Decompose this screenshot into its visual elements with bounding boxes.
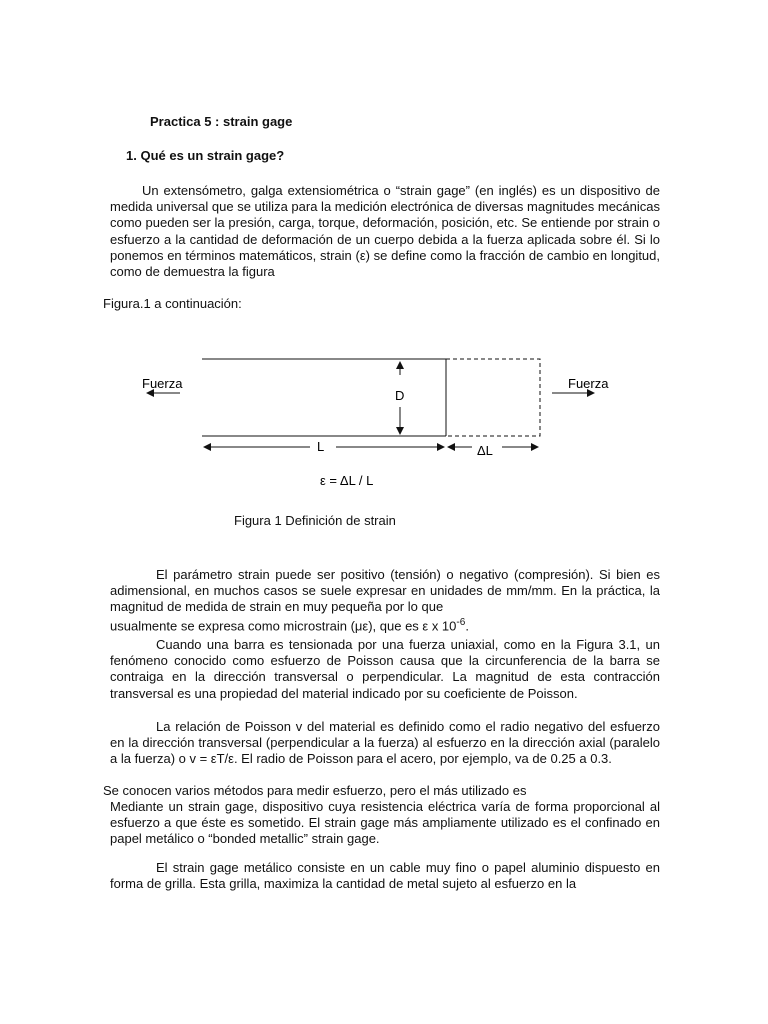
strain-sign-paragraph — [110, 567, 660, 616]
strain-formula: ε = ΔL / L — [320, 473, 374, 488]
figure-caption: Figura 1 Definición de strain — [234, 513, 396, 528]
methods-line: Se conocen varios métodos para medir esfuerzo, pero el más utilizado es — [103, 783, 527, 798]
question-heading: 1. Qué es un strain gage? — [126, 148, 285, 163]
poisson-text: Cuando una barra es tensionada por una fuerza uniaxial, como en la Figura 3.1, un fenómeno conocido como esfuerzo de Poisson causa que la circunferencia de la barra se contraiga en la dirección transversal o perpendicular. La magnitud de esta contracción transversal es una propiedad del material indicado por su coeficiente de Poisson. — [110, 637, 660, 701]
poisson-ratio-text: La relación de Poisson v del material es definido como el radio negativo del esfuerzo en la dirección transversal (perpendicular a la fuerza) al esfuerzo en la dirección axial (paralelo a la fuerza) o v = εT/ε. El radio de Poisson para el acero, por ejemplo, va de 0.25 a 0.3. — [110, 719, 660, 767]
poisson-ratio-paragraph — [110, 719, 660, 768]
microstrain-text: usualmente se expresa como microstrain (με), que es ε x 10 — [110, 618, 457, 634]
microstrain-exponent: -6 — [456, 617, 466, 628]
elongation-outline — [446, 359, 540, 436]
microstrain-line — [110, 617, 469, 633]
metallic-gage-text: El strain gage metálico consiste en un cable muy fino o papel aluminio dispuesto en forma de grilla. Esta grilla, maximiza la cantidad de metal sujeto al esfuerzo en la — [110, 860, 660, 892]
d-label: D — [395, 388, 405, 403]
force-left-label: Fuerza — [142, 376, 183, 391]
intro-text: Un extensómetro, galga extensiométrica o “strain gage” (en inglés) es un dispositivo de medida universal que se utiliza para la medición electrónica de diversas magnitudes mecánicas como pueden ser la presión, carga, torque, deformación, posición, etc. Se entiende por strain o esfuerzo a la cantidad de deformación de un cuerpo debida a la fuerza aplicada sobre él. Si lo ponemos en términos matemáticos, strain (ε) se define como la fracción de cambio en longitud, como de demuestra la figura — [110, 183, 660, 280]
metallic-gage-paragraph — [110, 860, 660, 892]
strain-sign-text: El parámetro strain puede ser positivo (tensión) o negativo (compresión). Si bien es adimensional, en muchos casos se suele expresar en unidades de mm/mm. En la práctica, la magnitud de medida de strain en muy pequeña por lo que — [110, 567, 660, 615]
strain-diagram — [130, 345, 630, 505]
strain-gage-text: Mediante un strain gage, dispositivo cuya resistencia eléctrica varía de forma proporcional al esfuerzo a que éste es sometido. El strain gage más ampliamente utilizado es el confinado en papel metálico o “bonded metallic” strain gage. — [110, 799, 660, 847]
dl-label: ΔL — [477, 443, 493, 458]
poisson-paragraph — [110, 637, 660, 702]
page-title: Practica 5 : strain gage — [150, 114, 293, 129]
l-label: L — [317, 439, 325, 454]
strain-gage-paragraph — [110, 799, 660, 848]
intro-paragraph — [110, 183, 660, 280]
figure-reference: Figura.1 a continuación: — [103, 296, 242, 311]
microstrain-end: . — [465, 618, 469, 634]
force-right-label: Fuerza — [568, 376, 609, 391]
